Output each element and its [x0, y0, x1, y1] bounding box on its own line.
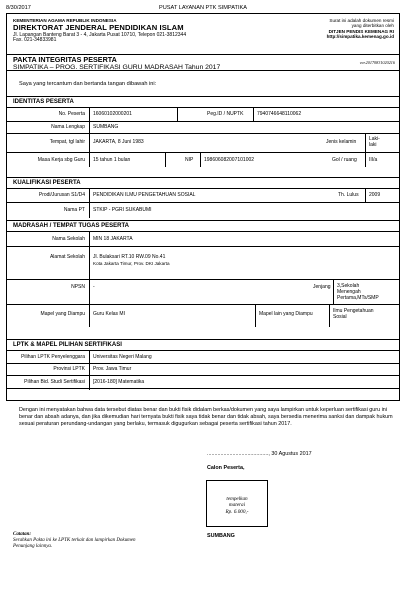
ministry-name: KEMENTERIAN AGAMA REPUBLIK INDONESIA: [13, 18, 117, 23]
fax: Fax. 021-34833981: [13, 37, 57, 44]
row-alamat: [7, 247, 399, 280]
letterhead: [13, 18, 263, 44]
value: Sosial: [333, 314, 347, 320]
value: Guru Kelas MI: [93, 311, 125, 317]
stamp-text: Rp. 6.000,-: [225, 508, 249, 515]
section-title: LPTK & MAPEL PILIHAN SERTIFIKASI: [7, 340, 399, 351]
directorate-name: DIREKTORAT JENDERAL PENDIDIKAN ISLAM: [13, 22, 184, 32]
label: Gol / ruang: [332, 157, 357, 163]
label: Th. Lulus: [338, 192, 359, 198]
document-title-box: [7, 54, 399, 70]
row-provinsi: [7, 364, 399, 376]
official-note-line: yang diterbitkan oleh: [351, 23, 394, 29]
value: 198606082007101002: [204, 157, 255, 163]
note-line: Serahkan Pakta ini ke LPTK terkait dan lampirkan Dokumen: [13, 538, 136, 543]
value: Menengah: [337, 289, 361, 295]
value: SUMBANG: [93, 124, 119, 130]
label: Prodi/Jurusan S1/D4: [38, 192, 85, 198]
value: III/a: [369, 157, 378, 163]
value: [2016-180] Matematika: [93, 379, 145, 385]
official-note-line: DITJEN PENDIS KEMENAG RI: [328, 28, 394, 34]
label: Alamat Sekolah: [49, 254, 85, 260]
label: NIP: [185, 157, 194, 163]
label: Nama PT: [63, 207, 85, 213]
value: Jl. Bulaksari RT.10 RW.09 No.41: [93, 254, 166, 260]
document-title: PAKTA INTEGRITAS PESERTA: [13, 55, 117, 64]
value: JAKARTA, 8 Juni 1983: [93, 139, 144, 145]
sign-label: Calon Peserta,: [207, 465, 245, 471]
note: [13, 532, 198, 550]
row-masa-kerja: [7, 153, 399, 167]
document-subtitle: SIMPATIKA – PROG. SERTIFIKASI GURU MADRASAH Tahun 2017: [13, 64, 221, 72]
label: Masa Kerja sbg Guru: [37, 157, 85, 163]
value: 15 tahun 1 bulan: [93, 157, 131, 163]
label: Nama Sekolah: [52, 236, 85, 242]
value: Prov. Jawa Timur: [93, 366, 132, 372]
label: Jenis kelamin: [326, 139, 357, 145]
value: MIN 18 JAKARTA: [93, 236, 133, 242]
label: No. Peserta: [58, 111, 85, 117]
sign-date: ........................................., 30 Agustus 2017: [207, 451, 312, 457]
lptk-section: [7, 339, 399, 389]
label: Pilihan Bid. Studi Sertifikasi: [24, 379, 85, 385]
row-prodi: [7, 189, 399, 203]
print-title: PUSAT LAYANAN PTK SIMPATIKA: [159, 5, 247, 11]
madrasah-section: [7, 220, 399, 330]
row-npsn: [7, 280, 399, 305]
official-note: [278, 18, 394, 39]
section-title: MADRASAH / TEMPAT TUGAS PESERTA: [7, 221, 399, 232]
document-frame: [6, 13, 400, 401]
value: Pertama,MTs/SMP: [337, 295, 379, 301]
value: -: [93, 284, 95, 290]
kualifikasi-section: [7, 177, 399, 222]
value: Universitas Negeri Malang: [93, 354, 152, 360]
note-line: Penunjang lainnya.: [13, 544, 53, 549]
stamp-text: materai: [228, 502, 246, 509]
row-no-peserta: [7, 108, 399, 122]
row-mapel: [7, 305, 399, 327]
label: NPSN: [71, 284, 85, 290]
label: Pilihan LPTK Penyelenggara: [21, 354, 85, 360]
section-title: IDENTITAS PESERTA: [7, 97, 399, 108]
row-nama-sekolah: [7, 232, 399, 247]
label: Mapel yang Diampu: [40, 311, 85, 317]
value: 7940746648110062: [257, 111, 302, 117]
identitas-section: [7, 96, 399, 171]
label: Peg.ID / NUPTK: [207, 111, 244, 117]
row-penyelenggara: [7, 351, 399, 364]
value: 16060102000201: [93, 111, 132, 117]
signer-name: SUMBANG: [207, 533, 235, 539]
value: STKIP - PGRI SUKABUMI: [93, 207, 152, 213]
value: Ilmu Pengetahuan: [333, 308, 374, 314]
label: Nama Lengkap: [51, 124, 85, 130]
value: Kota Jakarta Timur, Prov. DKI Jakarta: [93, 261, 170, 266]
value: Laki-: [369, 136, 380, 142]
value: 2009: [369, 192, 381, 198]
label: Provinsi LPTK: [53, 366, 85, 372]
note-title: Catatan:: [13, 532, 32, 537]
stamp-text: tempelkan: [226, 496, 248, 502]
intro-text: Saya yang tercantum dan bertanda tangan dibawah ini:: [19, 81, 157, 87]
statement-text: Dengan ini menyatakan bahwa data tersebut diatas benar dan bukti fisik didalam berkas/dokumen yang saya lampirkan untuk keperluan sertifikasi guru ini benar dan absah adanya, dan jika dikemudian hari ternyata bukti fisik saya tidak benar dan tidak absah, saya bersedia menerima sanksi dan dampak hukum sesuai peraturan perundang-undangan yang berlaku, termasuk digugurkan sebagai peserta sertifikasi tahun 2017.: [19, 407, 393, 428]
official-url: http://simpatika.kemenag.go.id: [326, 33, 394, 39]
row-ttl: [7, 134, 399, 153]
section-title: KUALIFIKASI PESERTA: [7, 178, 399, 189]
row-bidang: [7, 376, 399, 390]
label: Jenjang: [313, 284, 331, 290]
label: Tempat, tgl lahir: [49, 139, 85, 145]
address: Jl. Lapangan Banteng Barat 3 - 4, Jakarta Pusat 10710, Telepon 021-3812344: [13, 31, 187, 38]
label: Mapel lain yang Diampu: [259, 311, 313, 317]
row-pt: [7, 203, 399, 218]
print-header: [6, 5, 400, 13]
official-note-line: Surat ini adalah dokumen resmi: [329, 18, 394, 23]
print-date: 8/30/2017: [6, 5, 31, 11]
value: 3,Sekolah: [337, 283, 360, 289]
value: PENDIDIKAN ILMU PENGETAHUAN SOSIAL: [93, 192, 196, 198]
version-code: ver.20170831020216: [359, 60, 395, 65]
value: laki: [369, 142, 377, 148]
stamp-box: [206, 480, 268, 527]
row-nama: [7, 122, 399, 134]
